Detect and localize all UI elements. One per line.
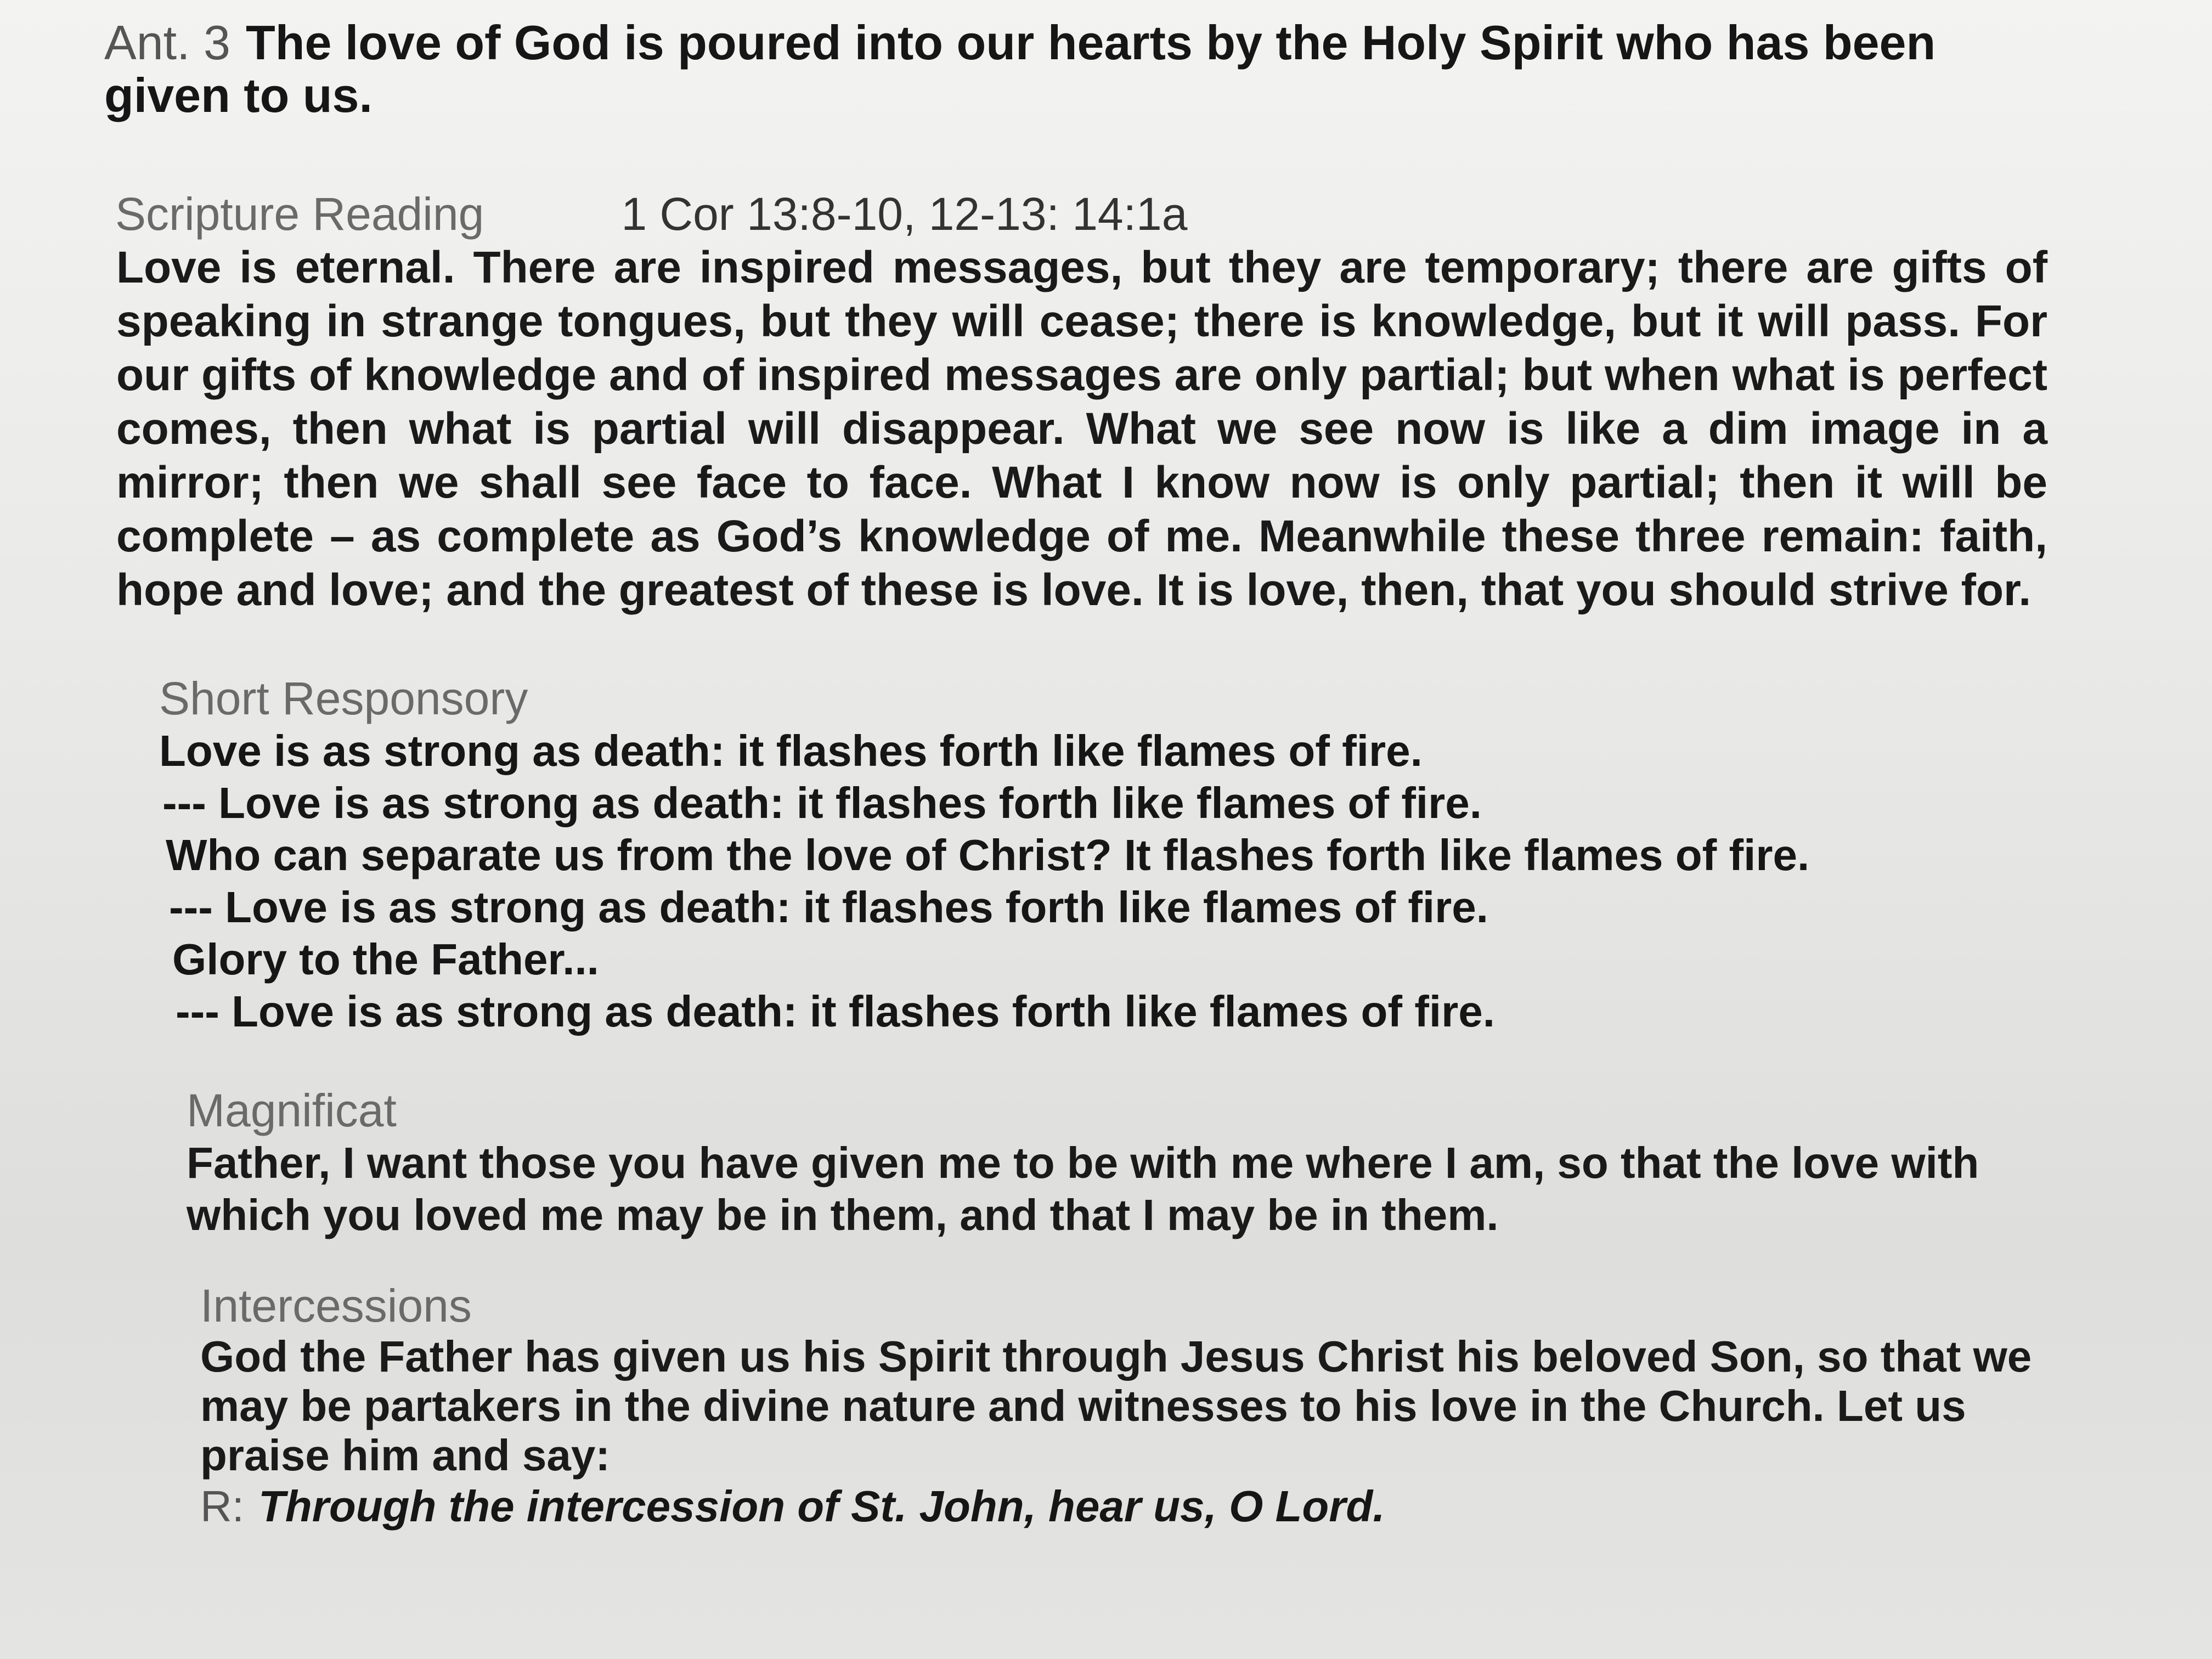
responsory-line: Love is as strong as death: it flashes forth like flames of fire. bbox=[159, 726, 1423, 775]
intercessions-response bbox=[200, 1480, 2047, 1532]
intercessions-text: God the Father has given us his Spirit through Jesus Christ his beloved Son, so that we may be partakers in the divine nature and witnesses to his love in the Church. Let us praise him and say: bbox=[200, 1332, 2032, 1480]
responsory-line: --- Love is as strong as death: it flashes forth like flames of fire. bbox=[162, 778, 1482, 827]
intercessions bbox=[200, 1279, 2047, 1532]
antiphon-text: The love of God is poured into our hearts by the Holy Spirit who has been given to us. bbox=[104, 15, 1936, 122]
scripture-text: Love is eternal. There are inspired messages, but they are temporary; there are gifts of speaking in strange tongues, but they will cease; there is knowledge, but it will pass. For our gifts of knowledge and of inspired messages are only partial; but when what is perfect comes, then what is partial will disappear. What we see now is like a dim image in a mirror; then we shall see face to face. What I know now is only partial; then it will be complete – as complete as God’s knowledge of me. Meanwhile these three remain: faith, hope and love; and the greatest of these is love. It is love, then, that you should strive for. bbox=[116, 242, 2047, 615]
scripture-reference: 1 Cor 13:8-10, 12-13: 14:1a bbox=[621, 188, 1188, 240]
short-responsory bbox=[159, 672, 2047, 1037]
responsory-line: Who can separate us from the love of Christ? It flashes forth like flames of fire. bbox=[166, 831, 1810, 879]
magnificat-text: Father, I want those you have given me to be with me where I am, so that the love with which you loved me may be in them, and that I may be in them. bbox=[187, 1138, 1979, 1239]
magnificat-label: Magnificat bbox=[187, 1085, 397, 1136]
magnificat bbox=[187, 1084, 2047, 1241]
response-text: Through the intercession of St. John, hear us, O Lord. bbox=[258, 1482, 1385, 1531]
response-label: R: bbox=[200, 1482, 244, 1531]
antiphon bbox=[104, 16, 2047, 122]
responsory-label: Short Responsory bbox=[159, 673, 528, 724]
antiphon-label: Ant. 3 bbox=[104, 15, 230, 70]
responsory-line: --- Love is as strong as death: it flashes forth like flames of fire. bbox=[169, 883, 1488, 932]
intercessions-label: Intercessions bbox=[200, 1280, 472, 1331]
responsory-line: Glory to the Father... bbox=[172, 935, 599, 984]
scripture-heading bbox=[115, 188, 2047, 241]
responsory-line: --- Love is as strong as death: it flashes forth like flames of fire. bbox=[176, 987, 1495, 1036]
scripture-label: Scripture Reading bbox=[115, 188, 484, 240]
